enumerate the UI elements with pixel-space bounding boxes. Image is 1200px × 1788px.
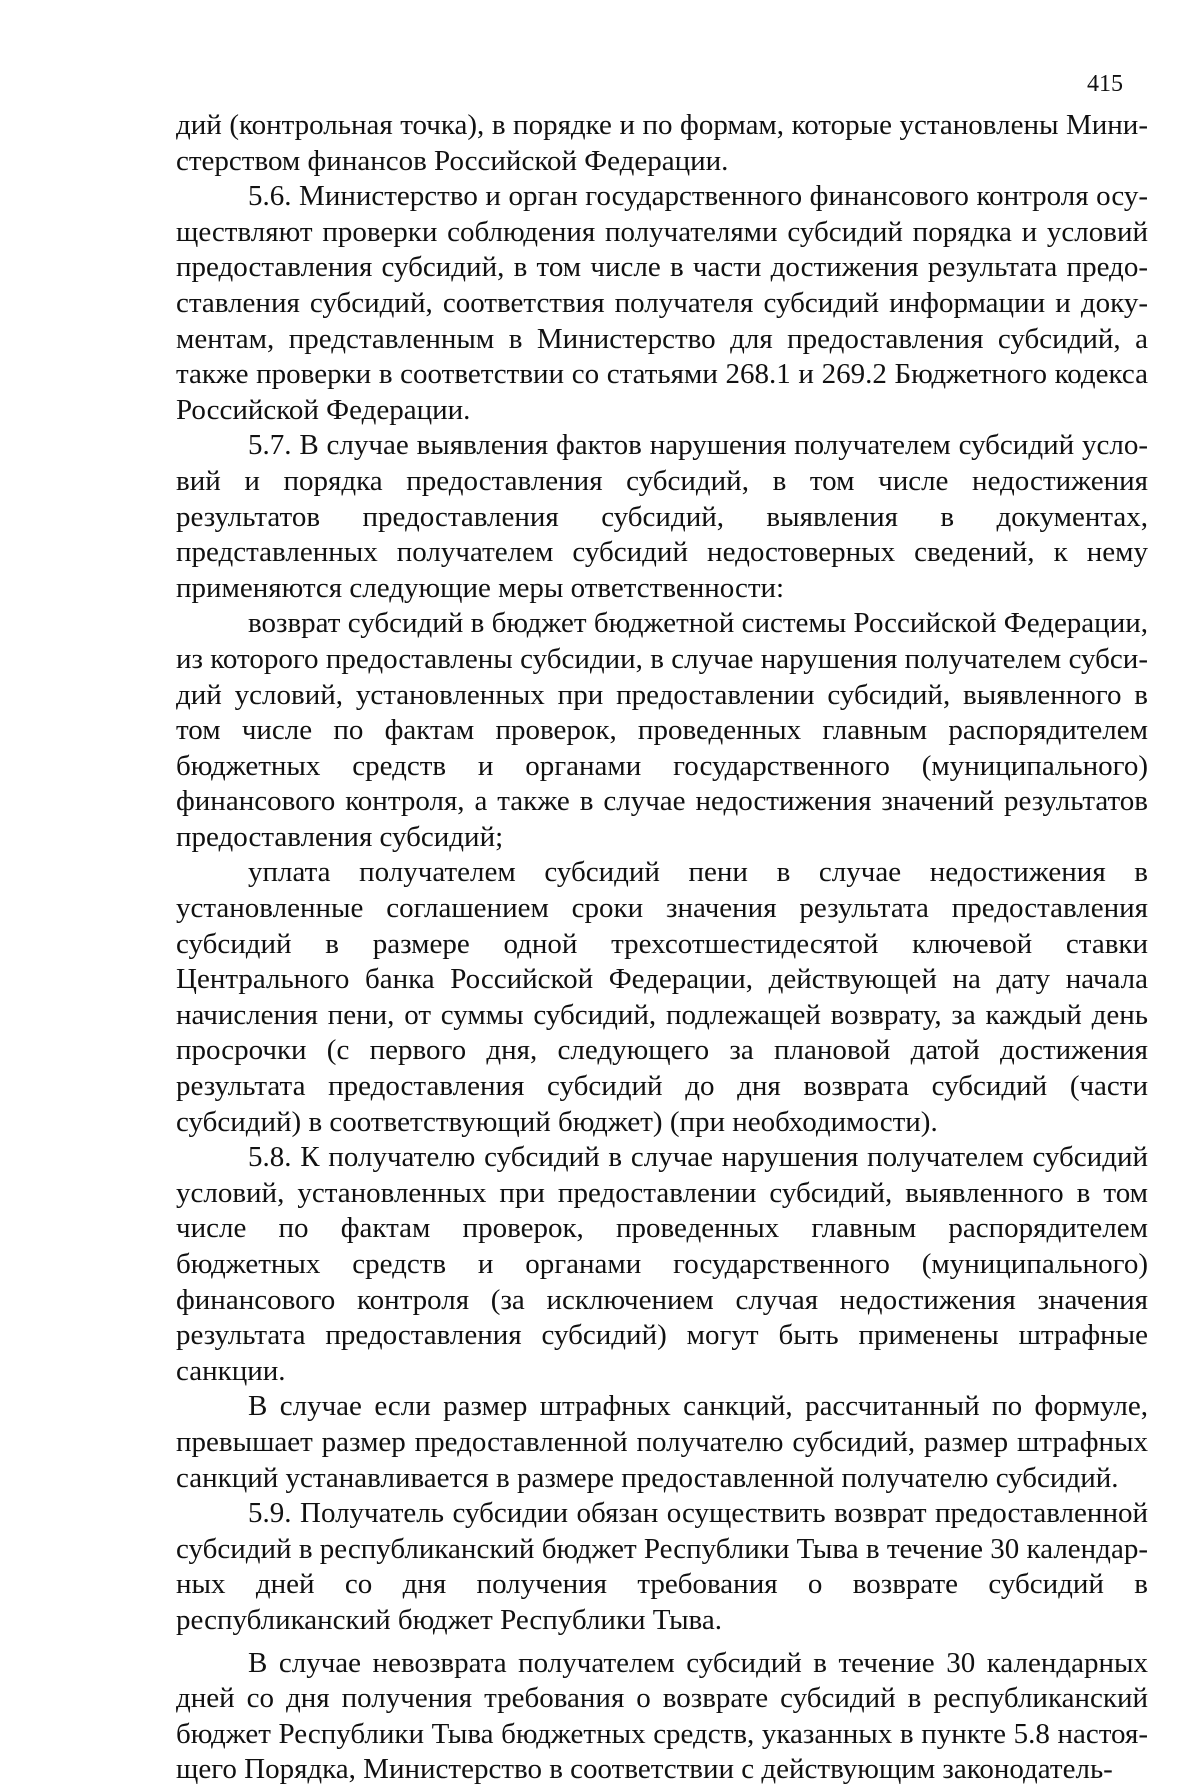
paragraph-5-6: 5.6. Министерство и орган государственного финансового контроля осуществляют проверки соблюдения получателями субсидий порядка и условий предоставления субсидий, в том числе в части достижения результата предоставления субсидий, соответствия получателя субсидий информации и документам, представленным в Министерство для предоставления субсидий, а также проверки в соответствии со статьями 268.1 и 269.2 Бюджетного кодекса Российской Федерации. — [176, 180, 1148, 426]
paragraph-penalty-measure: уплата получателем субсидий пени в случае недостижения в установленные соглашением сроки значения результата предоставления субсидий в размере одной трехсотшестидесятой ключевой ставки Центрального банка Российской Федерации, действующей на дату начала начисления пени, от суммы субсидий, подлежащей возврату, за каждый день просрочки (с первого дня, следующего за плановой датой достижения результата предоставления субсидий до дня возврата субсидий (части субсидий) в соответствующий бюджет) (при необходимости). — [176, 856, 1148, 1138]
paragraph-5-9: 5.9. Получатель субсидии обязан осуществить возврат предоставленной субсидий в республиканский бюджет Республики Тыва в течение 30 календарных дней со дня получения требования о возврате субсидий в республиканский бюджет Республики Тыва. — [176, 1497, 1148, 1636]
paragraph-continuation: дий (контрольная точка), в порядке и по формам, которые установлены Министерством финансов Российской Федерации. — [176, 109, 1148, 177]
document-body — [176, 108, 1148, 1788]
paragraph-non-return: В случае невозврата получателем субсидий в течение 30 календарных дней со дня получения требования о возврате субсидий в республиканский бюджет Республики Тыва бюджетных средств, указанных в пункте 5.8 настоящего Порядка, Министерство в соответствии с действующим законодатель- — [176, 1646, 1148, 1786]
paragraph-5-7: 5.7. В случае выявления фактов нарушения получателем субсидий условий и порядка предоставления субсидий, в том числе недостижения результатов предоставления субсидий, выявления в документах, представленных получателем субсидий недостоверных сведений, к нему применяются следующие меры ответственности: — [176, 429, 1148, 604]
paragraph-fine-limit: В случае если размер штрафных санкций, рассчитанный по формуле, превышает размер предоставленной получателю субсидий, размер штрафных санкций устанавливается в размере предоставленной получателю субсидий. — [176, 1390, 1148, 1494]
paragraph-refund-measure: возврат субсидий в бюджет бюджетной системы Российской Федерации, из которого предоставлены субсидии, в случае нарушения получателем субсидий условий, установленных при предоставлении субсидий, выявленного в том числе по фактам проверок, проведенных главным распорядителем бюджетных средств и органами государственного (муниципального) финансового контроля, а также в случае недостижения значений результатов предоставления субсидий; — [176, 607, 1148, 853]
paragraph-5-8: 5.8. К получателю субсидий в случае нарушения получателем субсидий условий, установленных при предоставлении субсидий, выявленного в том числе по фактам проверок, проведенных главным распорядителем бюджетных средств и органами государственного (муниципального) финансового контроля (за исключением случая недостижения значения результата предоставления субсидий) могут быть применены штрафные санкции. — [176, 1141, 1148, 1387]
page-number: 415 — [1087, 71, 1123, 97]
